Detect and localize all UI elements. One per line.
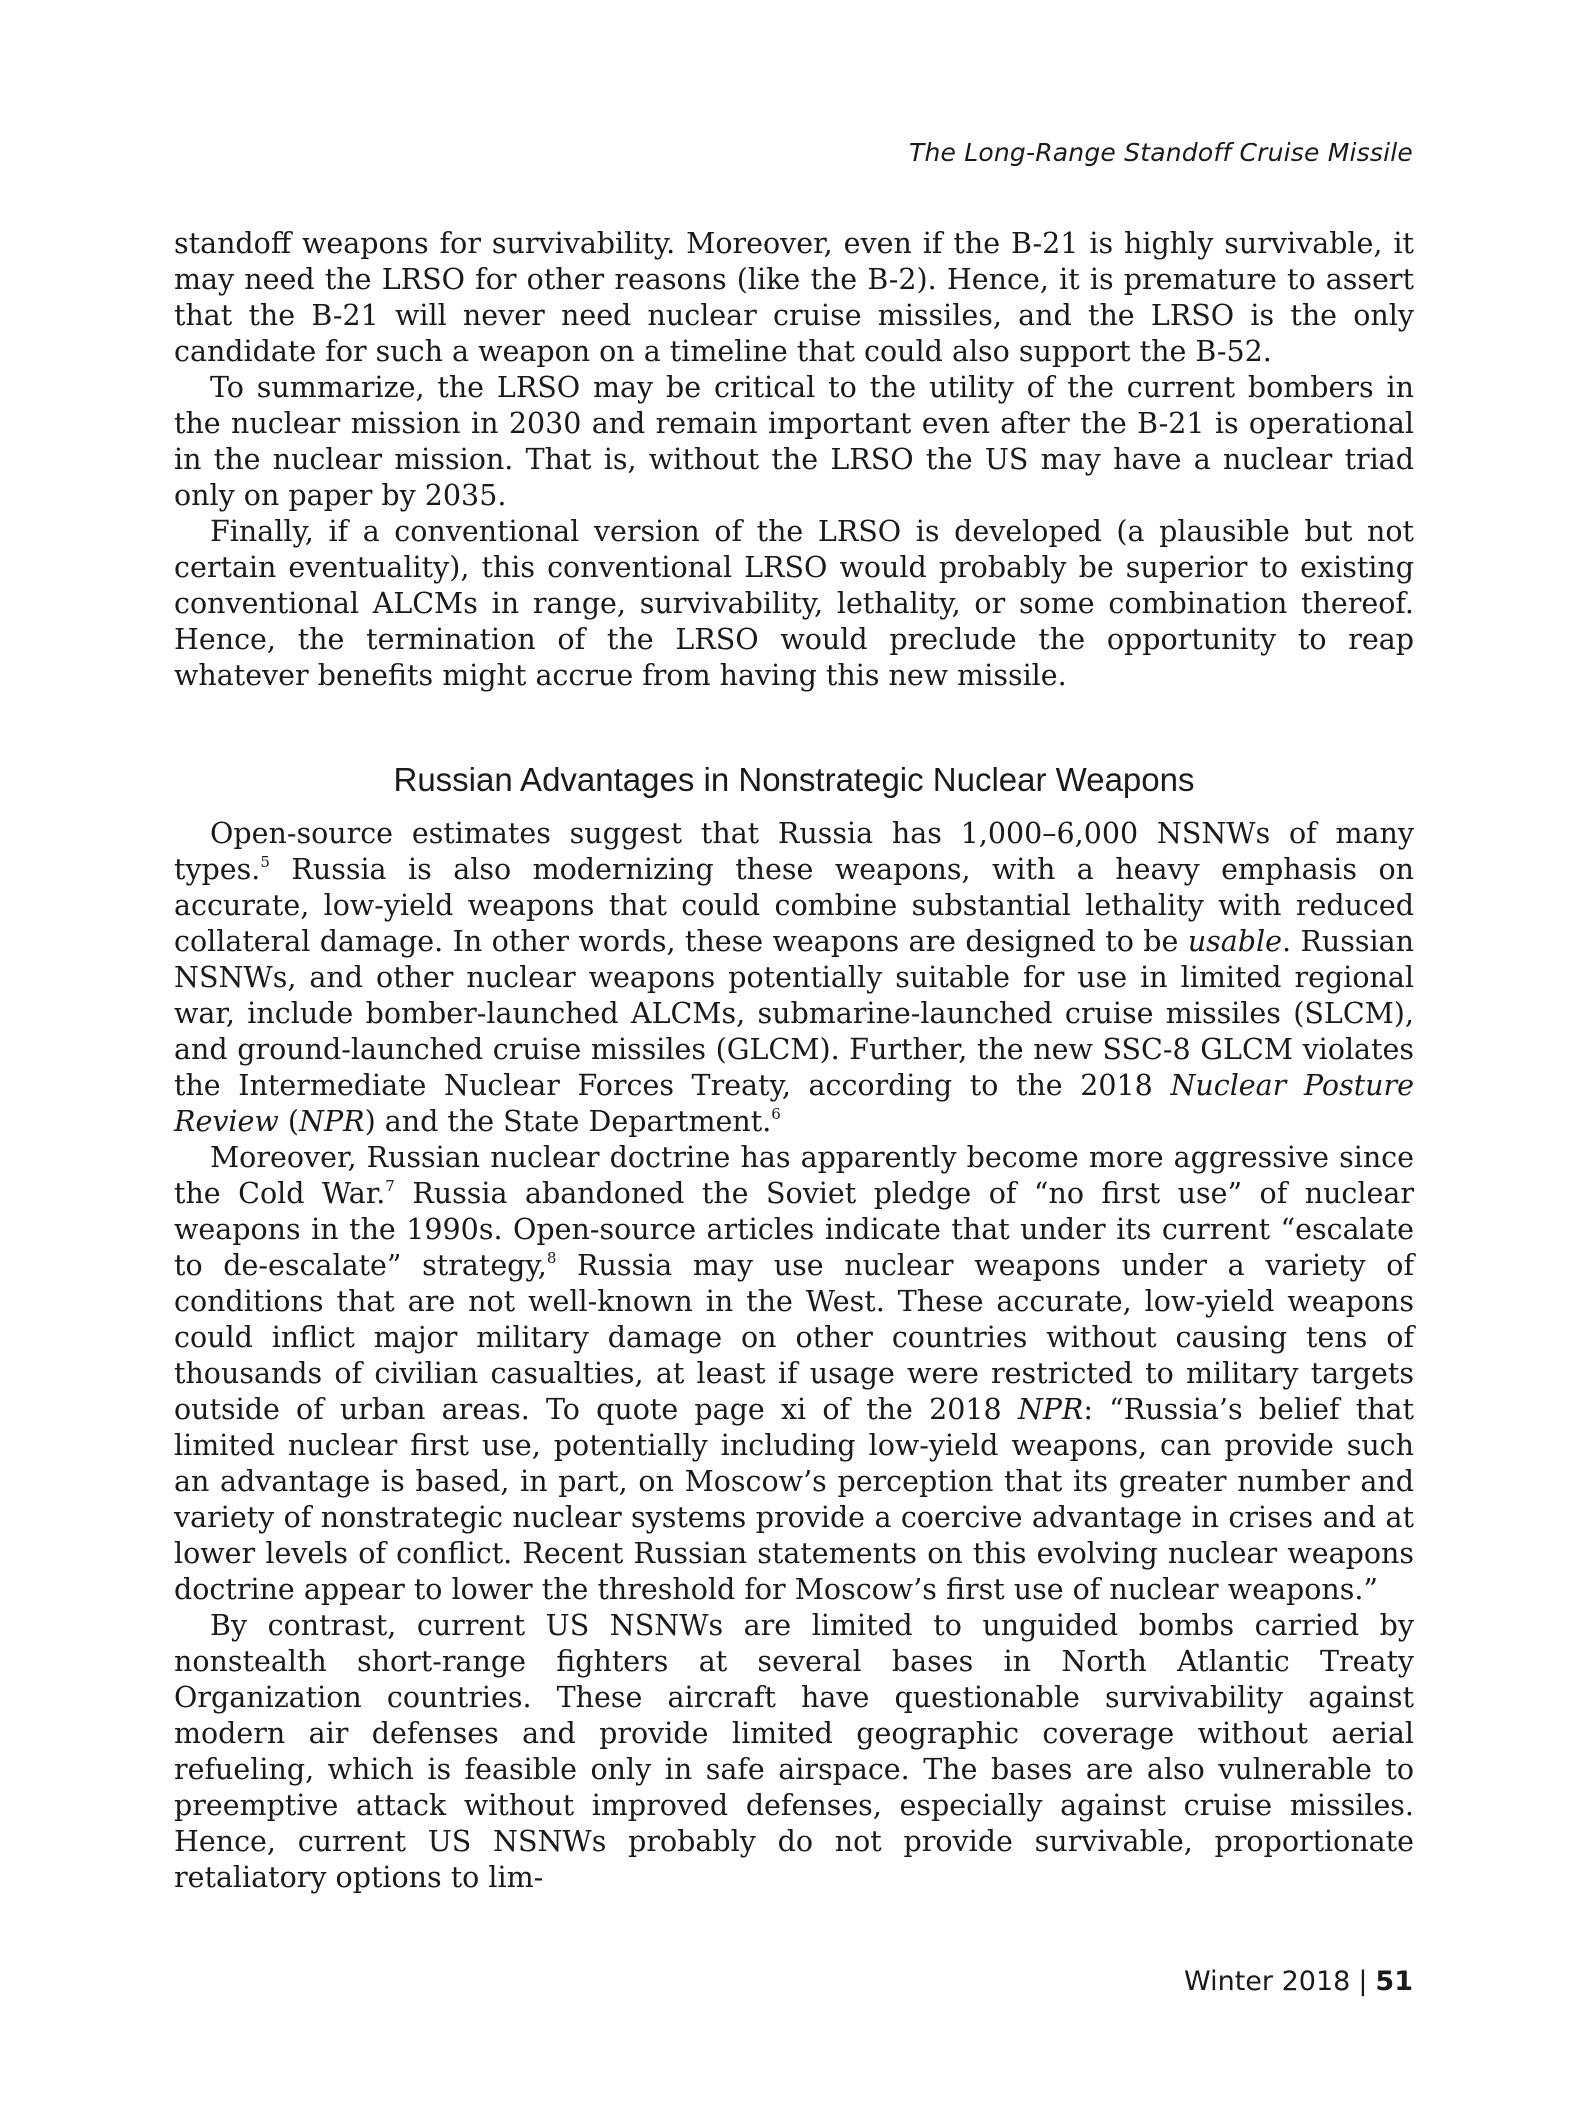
article-body [174,226,1414,1896]
footnote-ref-8: 8 [546,1249,557,1267]
text-span: ) and the State Department. [364,1105,772,1138]
publication-abbrev: NPR [1017,1393,1084,1426]
publication-title: Nuclear Posture Review [174,1069,1415,1138]
footnote-ref-5: 5 [260,853,270,871]
text-span: ( [278,1105,299,1138]
publication-abbrev: NPR [299,1105,365,1138]
paragraph-4 [174,816,1414,1140]
paragraph-1: standoff weapons for survivability. Moreover, even if the B-21 is highly survivable, it may need the LRSO for other reasons (like the B-2). Hence, it is premature to assert that the B-21 will never need nuclear cruise missiles, and the LRSO is the only candidate for such a weapon on a timeline that could also support the B-52. [174,227,1414,368]
page-footer [1184,1966,1413,1997]
paragraph-3: Finally, if a conventional version of the LRSO is developed (a plausible but not certain eventuality), this conventional LRSO would probably be superior to existing conventional ALCMs in range, survivability, lethality, or some combination thereof. Hence, the termination of the LRSO would preclude the opportunity to reap whatever benefits might accrue from having this new missile. [174,515,1414,692]
text-span: Open-source estimates suggest that Russia has 1,000–6,000 NSNWs of many types. [174,817,1414,886]
footer-separator: | [1358,1966,1368,1997]
text-span: Russia is also modernizing these weapons, with a heavy emphasis on accurate, low-yield weapons that could combine substantial lethality with reduced collateral damage. In other words, these weapons are designed to be [174,853,1414,958]
footnote-ref-6: 6 [771,1105,781,1123]
paragraph-6: By contrast, current US NSNWs are limited to unguided bombs carried by nonstealth short-range fighters at several bases in North Atlantic Treaty Organization countries. These aircraft have questionable survivability against modern air defenses and provide limited geographic coverage without aerial refueling, which is feasible only in safe airspace. The bases are also vulnerable to preemptive attack without improved defenses, especially against cruise missiles. Hence, current US NSNWs probably do not provide survivable, proportionate retaliatory options to lim- [174,1609,1414,1894]
text-span: . Russian NSNWs, and other nuclear weapons potentially suitable for use in limited regional war, include bomber-launched ALCMs, submarine-launched cruise missiles (SLCM), and ground-launched cruise missiles (GLCM). Further, the new SSC-8 GLCM violates the Intermediate Nuclear Forces Treaty, according to the 2018 [174,925,1414,1102]
page-number: 51 [1375,1966,1413,1997]
running-header: The Long-Range Standoff Cruise Missile [909,138,1413,167]
emphasis-text: usable [1187,925,1283,958]
issue-label: Winter 2018 [1184,1966,1351,1997]
text-span: Russia abandoned the Soviet pledge of “no first use” of nuclear weapons in the 1990s. Open-source articles indicate that under its current “escalate to de-escalate” strategy, [174,1177,1414,1282]
text-span: Moreover, Russian nuclear doctrine has apparently become more aggressive since the Cold War. [174,1141,1414,1210]
text-span: Russia may use nuclear weapons under a variety of conditions that are not well-known in the West. These accurate, low-yield weapons could inflict major military damage on other countries without causing tens of thousands of civilian casualties, at least if usage were restricted to military targets outside of urban areas. To quote page xi of the 2018 [174,1249,1415,1426]
paragraph-5 [174,1140,1414,1608]
paragraph-2: To summarize, the LRSO may be critical to the utility of the current bombers in the nuclear mission in 2030 and remain important even after the B-21 is operational in the nuclear mission. That is, without the LRSO the US may have a nuclear triad only on paper by 2035. [174,371,1414,512]
footnote-ref-7: 7 [385,1177,395,1195]
text-span: : “Russia’s belief that limited nuclear first use, potentially including low-yield weapons, can provide such an advantage is based, in part, on Moscow’s perception that its greater number and variety of nonstrategic nuclear systems provide a coercive advantage in crises and at lower levels of conflict. Recent Russian statements on this evolving nuclear weapons doctrine appear to lower the threshold for Moscow’s first use of nuclear weapons.” [174,1393,1414,1606]
section-heading: Russian Advantages in Nonstrategic Nuclear Weapons [393,761,1195,798]
